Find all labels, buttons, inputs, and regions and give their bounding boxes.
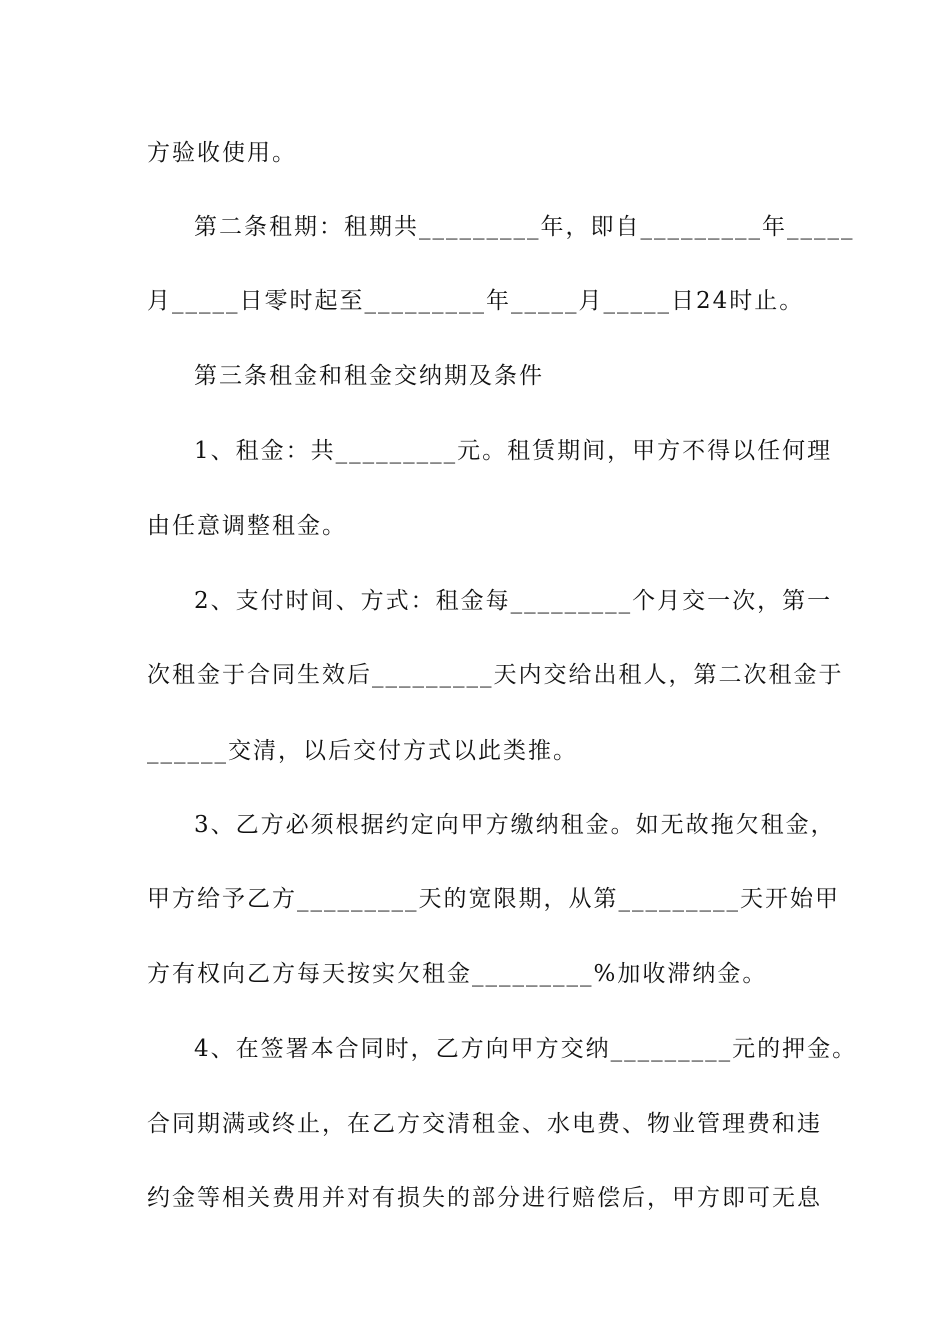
- paragraph-line: 甲方给予乙方_________天的宽限期，从第_________天开始甲: [147, 886, 840, 912]
- paragraph-line: 约金等相关费用并对有损失的部分进行赔偿后，甲方即可无息: [147, 1185, 822, 1211]
- section-heading: 第三条租金和租金交纳期及条件: [194, 363, 544, 389]
- paragraph-line: 次租金于合同生效后_________天内交给出租人，第二次租金于: [147, 662, 844, 688]
- paragraph-line: 2、支付时间、方式：租金每_________个月交一次，第一: [194, 588, 833, 614]
- paragraph-line: 第二条租期：租期共_________年，即自_________年_____: [194, 214, 855, 240]
- paragraph-line: 4、在签署本合同时，乙方向甲方交纳_________元的押金。: [194, 1036, 858, 1062]
- paragraph-line: 合同期满或终止，在乙方交清租金、水电费、物业管理费和违: [147, 1111, 822, 1137]
- paragraph-line: 3、乙方必须根据约定向甲方缴纳租金。如无故拖欠租金，: [194, 812, 836, 838]
- paragraph-line: 1、租金：共_________元。租赁期间，甲方不得以任何理: [194, 438, 833, 464]
- paragraph-line: 方有权向乙方每天按实欠租金_________%加收滞纳金。: [147, 961, 768, 987]
- paragraph-line: 方验收使用。: [147, 140, 297, 166]
- paragraph-line: 由任意调整租金。: [147, 513, 347, 539]
- paragraph-line: 月_____日零时起至_________年_____月_____日24时止。: [147, 288, 805, 314]
- paragraph-line: ______交清，以后交付方式以此类推。: [147, 738, 578, 764]
